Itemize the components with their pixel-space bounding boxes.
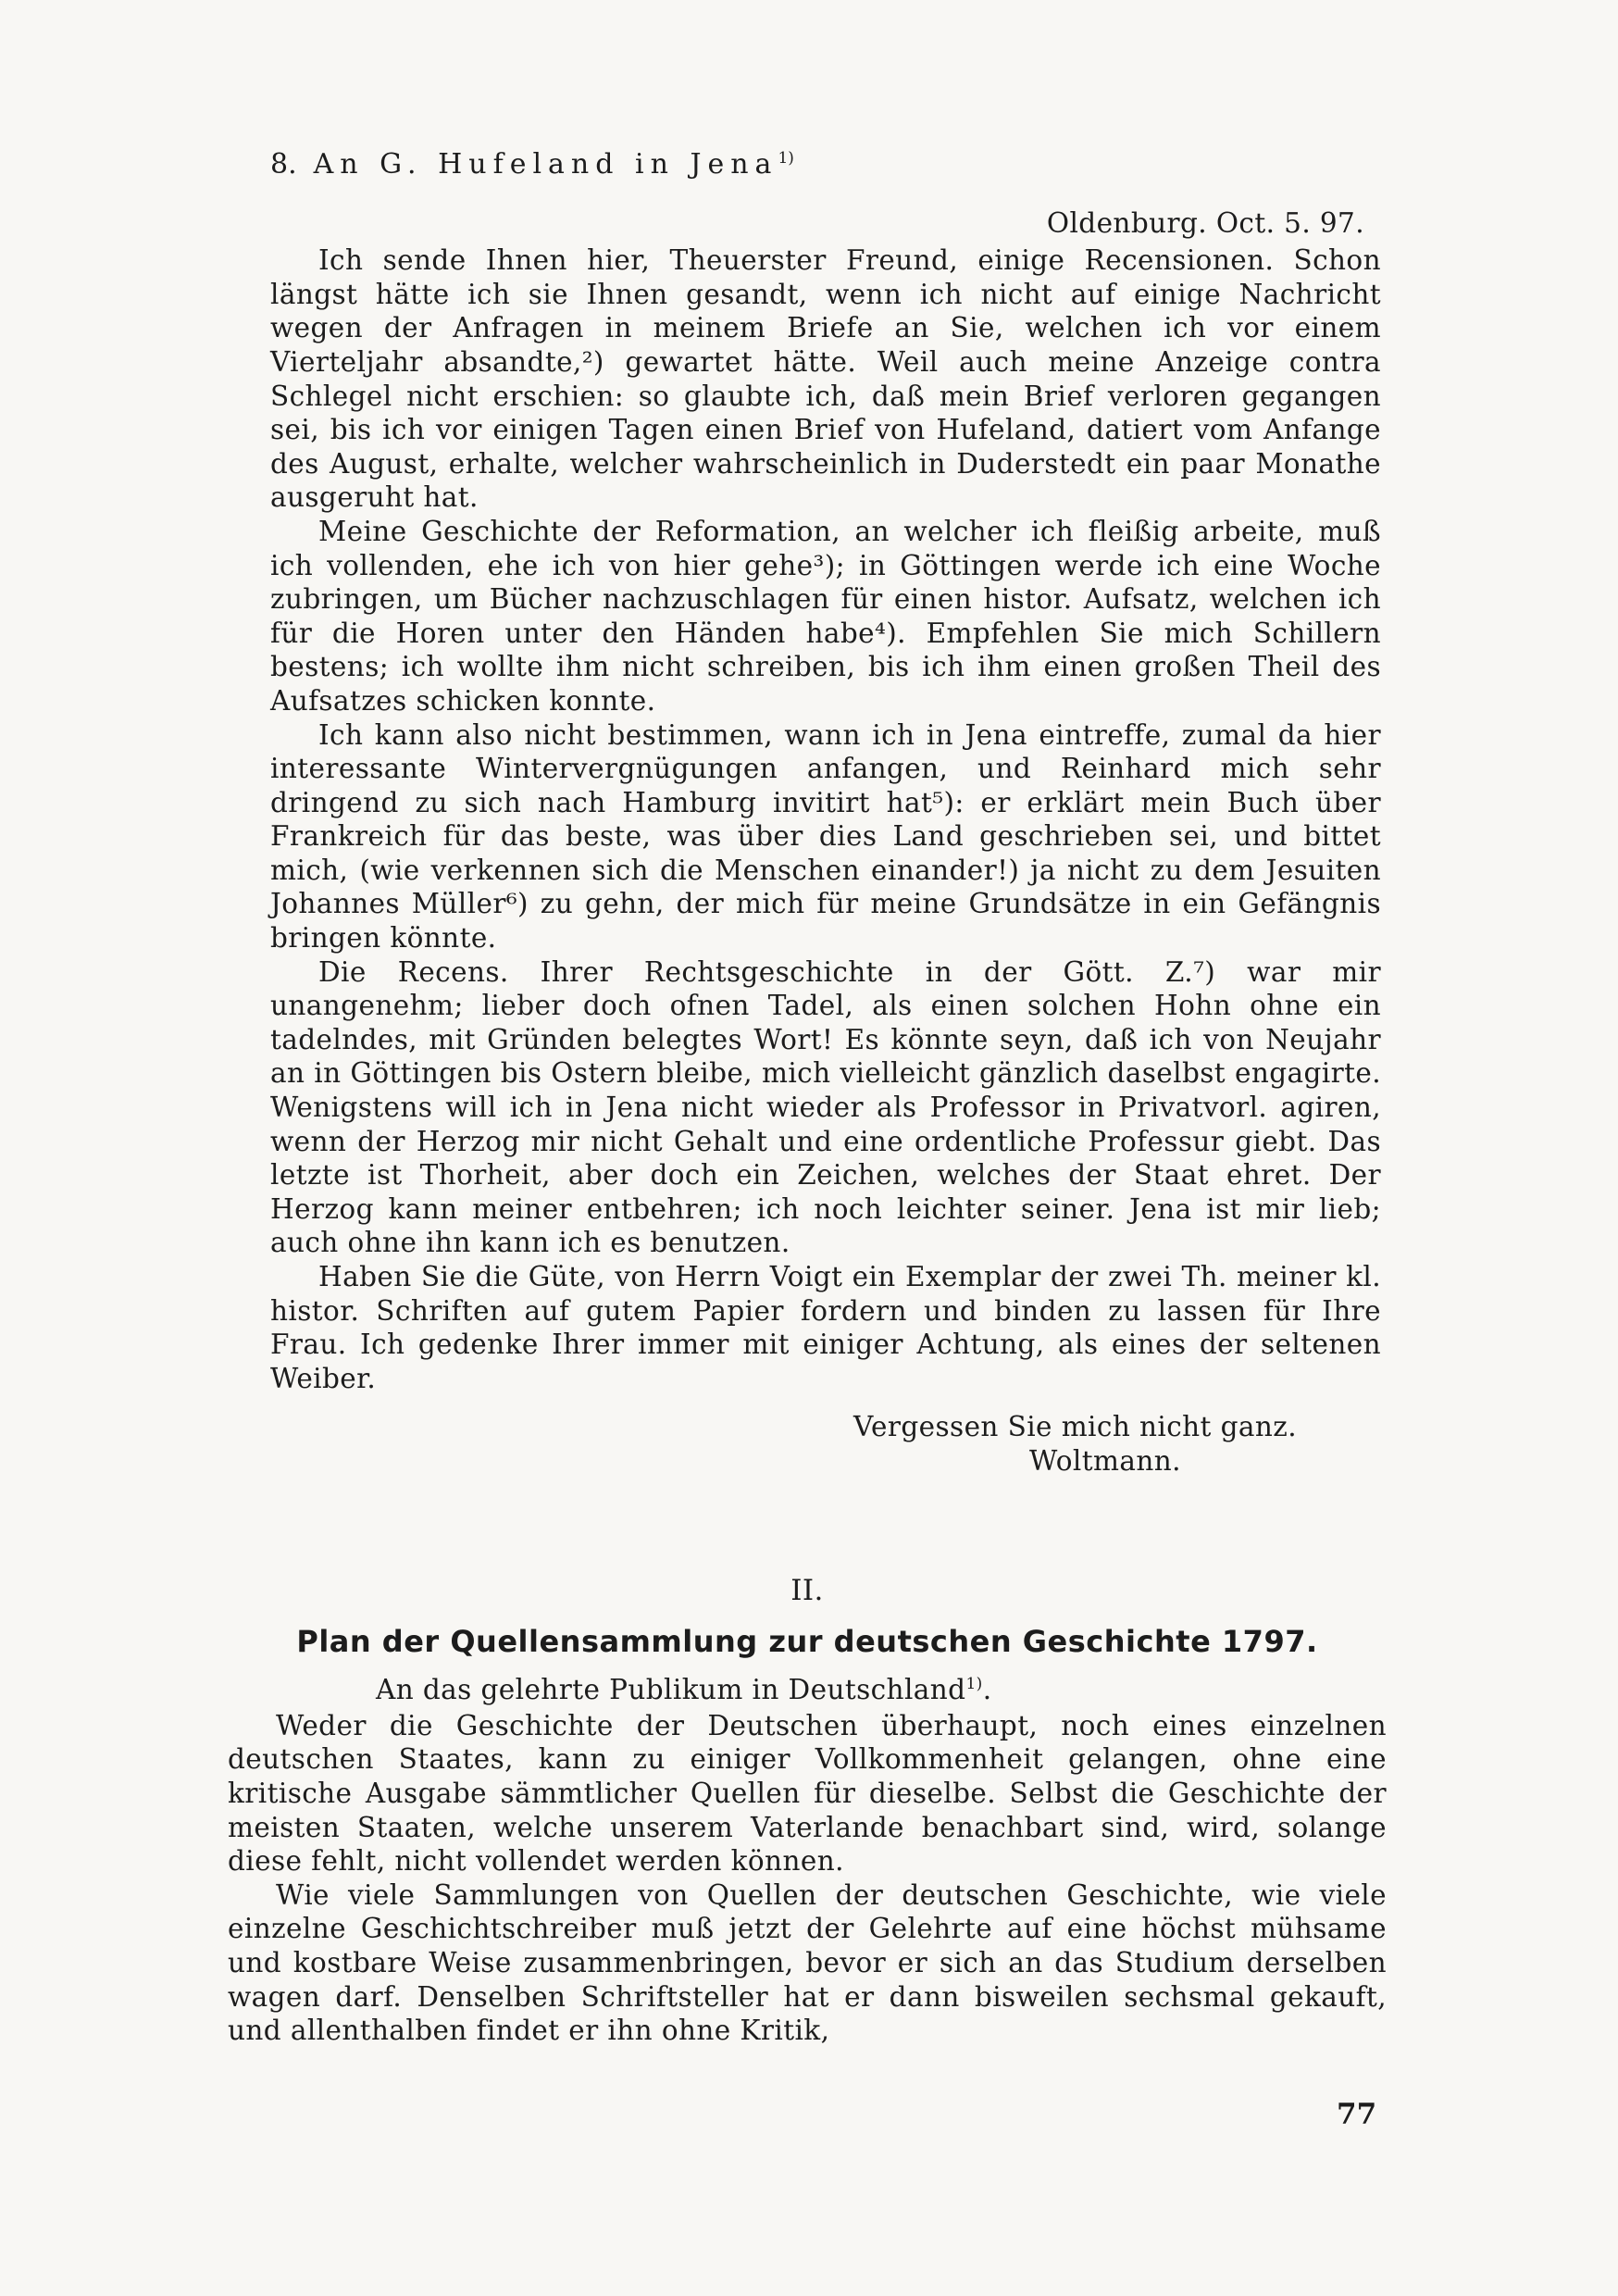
section-numeral: II. (790, 1574, 824, 1607)
letter-dateline: Oldenburg. Oct. 5. 97. (1046, 206, 1364, 239)
letter-heading-text: An G. Hufeland in Jena (313, 148, 778, 181)
letter-paragraph-2: Meine Geschichte der Reformation, an welcher ich fleißig arbeite, muß ich vollenden, ehe ich von hier gehe³); in Göttingen werde ich eine Woche zubringen, um Bücher nachzuschlagen für einen histor. Aufsatz, welchen ich für die Horen unter den Händen habe⁴). Empfehlen Sie mich Schillern bestens; ich wollte ihm nicht schreiben, bis ich ihm einen großen Theil des Aufsatzes schicken konnte. (270, 515, 1381, 717)
letter-paragraph-5: Haben Sie die Güte, von Herrn Voigt ein Exemplar der zwei Th. meiner kl. histor. Schriften auf gutem Papier fordern und binden zu lassen für Ihre Frau. Ich gedenke Ihrer immer mit einiger Achtung, als eines der seltenen Weiber. (270, 1261, 1381, 1394)
letter-paragraph-3: Ich kann also nicht bestimmen, wann ich in Jena eintreffe, zumal da hier interessante Wintervergnügungen anfangen, und Reinhard mich sehr dringend zu sich nach Hamburg invitirt hat⁵): er erklärt mein Buch über Frankreich für das beste, was über dies Land geschrieben sei, und bittet mich, (wie verkennen sich die Menschen einander!) ja nicht zu dem Jesuiten Johannes Müller⁶) zu gehn, der mich für meine Grundsätze in ein Gefängnis bringen könnte. (270, 718, 1381, 955)
letter-heading (270, 148, 1381, 182)
section-paragraph-1: Weder die Geschichte der Deutschen überhaupt, noch eines einzelnen deutschen Staates, kann zu einiger Vollkommenheit gelangen, ohne eine kritische Ausgabe sämmtlicher Quellen für dieselbe. Selbst die Geschichte der meisten Staaten, welche unserem Vaterlande benachbart sind, wird, solange diese fehlt, nicht vollendet werden können. (228, 1709, 1387, 1878)
letter-number: 8. (270, 148, 297, 181)
letter-closing: Vergessen Sie mich nicht ganz. (853, 1411, 1297, 1443)
section-title: Plan der Quellensammlung zur deutschen Geschichte 1797. (296, 1623, 1318, 1659)
section-address-text: An das gelehrte Publikum in Deutschland (376, 1674, 966, 1706)
page-number: 77 (1337, 2098, 1377, 2131)
section-address-footnote-ref: 1) (965, 1675, 983, 1694)
letter-paragraph-4: Die Recens. Ihrer Rechtsgeschichte in der Gött. Z.⁷) war mir unangenehm; lieber doch ofnen Tadel, als einen solchen Hohn ohne ein tadelndes, mit Gründen belegtes Wort! Es könnte seyn, daß ich von Neujahr an in Göttingen bis Ostern bleibe, mich vielleicht gänzlich daselbst engagirte. Wenigstens will ich in Jena nicht wieder als Professor in Privatvorl. agiren, wenn der Herzog mir nicht Gehalt und eine ordentliche Professur giebt. Das letzte ist Thorheit, aber doch ein Zeichen, welches der Staat ehret. Der Herzog kann meiner entbehren; ich noch leichter seiner. Jena ist mir lieb; auch ohne ihn kann ich es benutzen. (270, 955, 1381, 1259)
section-address: An das gelehrte Publikum in Deutschland$^{1)}$. (376, 1674, 992, 1706)
letter-heading-footnote-ref: 1) (778, 149, 794, 168)
letter-paragraph-1: Ich sende Ihnen hier, Theuerster Freund, einige Recensionen. Schon längst hätte ich sie Ihnen gesandt, wenn ich nicht auf einige Nachricht wegen der Anfragen in meinem Briefe an Sie, welchen ich vor einem Vierteljahr absandte,²) gewartet hätte. Weil auch meine Anzeige contra Schlegel nicht erschien: so glaubte ich, daß mein Brief verloren gegangen sei, bis ich vor einigen Tagen einen Brief von Hufeland, datiert vom Anfange des August, erhalte, welcher wahrscheinlich in Duderstedt ein paar Monathe ausgeruht hat. (270, 244, 1381, 514)
section-two (228, 1574, 1387, 2048)
letter-section (270, 148, 1381, 1479)
letter-signature: Woltmann. (1029, 1444, 1181, 1477)
section-paragraph-2: Wie viele Sammlungen von Quellen der deutschen Geschichte, wie viele einzelne Geschichtschreiber muß jetzt der Gelehrte auf eine höchst mühsame und kostbare Weise zusammenbringen, bevor er sich an das Studium derselben wagen darf. Denselben Schriftsteller hat er dann bisweilen sechsmal gekauft, und allenthalben findet er ihn ohne Kritik, (228, 1878, 1387, 2047)
